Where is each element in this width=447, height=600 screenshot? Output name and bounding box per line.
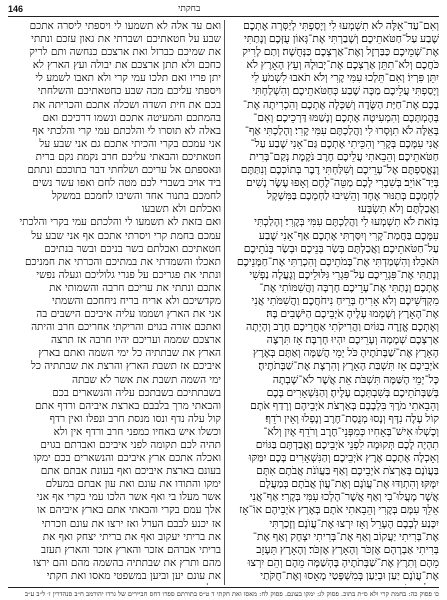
left-column-line: תהיה לכם תקומה לפני איביכם ואבדתם בגוים (40, 439, 221, 451)
left-column-line: ארצכם שממה ועריכם יהיו חרבה אז תרצה (50, 334, 221, 347)
left-column-line: את שמיכם כברזל ואת ארצכם כנחשה ותם לריק (29, 46, 221, 59)
right-column-line: חַטֹּאתֵיכֶם׃ וְהֵבֵאתִי עֲלֵיכֶם חֶרֶב נֹקֶמֶת נְקַם־בְּרִית (249, 150, 439, 163)
left-column-line: ואם עד אלה לא תשמעו לי ויספתי ליסרה אתכם (29, 20, 221, 32)
left-column-line: ואתכם אזרה בגוים והריקתי אחריכם חרב והיתה (31, 321, 221, 334)
right-column-line: אֲשֶׁר מָעֲלוּ־בִי וְאַף אֲשֶׁר־הָלְכוּ עִמִּי בְּקֶרִי׃ אַף־אֲנִי (249, 491, 439, 504)
right-column-line: וְאָכְלָה אֶתְכֶם אֶרֶץ אֹיְבֵיכֶם׃ וְהַנִּשְׁאָרִים בָּכֶם יִמַּקּוּ (248, 452, 439, 465)
left-column-line: כחכם ולא תתן ארצכם את יבולה ועץ הארץ לא (32, 59, 221, 72)
left-column-line: אלך עמם בקרי והבאתי אתם בארץ איביהם או (36, 504, 221, 517)
left-column-line: בכם את חית השדה ושכלה אתכם והכריתה את (32, 98, 221, 111)
right-column-line: בְּרִיתִי אַבְרָהָם אֶזְכֹּר וְהָאָרֶץ אֶזְכֹּר׃ וְהָאָרֶץ תֵּעָזֵב (256, 543, 439, 556)
left-column-line: ואם בזאת לא תשמעו לי והלכתם עמי בקרי והלכתי (19, 216, 221, 229)
right-column-line: אֶת־שְׁמֵיכֶם כַּבַּרְזֶל וְאֶת־אַרְצְכֶם כַּנְּחֻשָׁה׃ וְתַם לָרִיק (242, 46, 439, 59)
left-column-line: ביד אויב בשברי לכם מטה לחם ואפו עשר נשים (32, 177, 221, 190)
right-column-line: לַחְמְכֶם בְּתַנּוּר אֶחָד וְהֵשִׁיבוּ לַחְמְכֶם בַּמִּשְׁקָל (266, 190, 439, 203)
left-column-line: וכשלו איש באחיו כמפני חרב ורדף אין ולא (53, 425, 221, 438)
left-column-line: יתן פריו ואם תלכו עמי קרי ולא תאבו לשמע לי (35, 72, 221, 85)
left-column-line: איביכם אז תשבת הארץ והרצת את שבתתיה כל (30, 360, 221, 373)
left-column-line: ונתתי את פגריכם על פגרי גלוליכם וגעלה נפשי (36, 268, 221, 281)
right-column-line: תֹּאכֵלוּ׃ וְהִשְׁמַדְתִּי אֶת־בָּמֹתֵיכֶם וְהִכְרַתִּי אֶת־חַמָּנֵיכֶם (236, 255, 439, 268)
left-column-line: והבאתי מרך בלבבם בארצת איביהם ורדף אתם (35, 399, 221, 412)
right-column-line: וְנֶאֱסַפְתֶּם אֶל־עָרֵיכֶם וְשִׁלַּחְתִּי דֶבֶר בְּתוֹכְכֶם וְנִתַּתֶּם (240, 164, 439, 177)
right-column-line: עַל־חַטֹּאתֵיכֶם׃ וַאֲכַלְתֶּם בְּשַׂר בְּנֵיכֶם וּבְשַׂר בְּנֹתֵיכֶם (243, 242, 439, 255)
left-column-line: הארץ את שבתתיה כל ימי השמה ואתם בארץ (38, 347, 221, 360)
left-column-line: אני עמכם בקרי והכיתי אתכם גם אני שבע על (39, 137, 221, 150)
left-column-line: קול עלה נדף ונסו מנסת חרב ונפלו ואין רדף (49, 412, 221, 425)
right-column-line: עִמָּכֶם בַּחֲמַת־קֶרִי וְיִסַּרְתִּי אֶתְכֶם אַף־אָנִי שֶׁבַע (258, 229, 439, 242)
right-column-line: אַרְצְכֶם שְׁמָמָה וְעָרֵיכֶם יִהְיוּ חָרְבָּה׃ אָז תִּרְצֶה (266, 334, 439, 347)
left-column-line: את בריתי יעקוב ואף את בריתי יצחק ואף את (42, 530, 221, 543)
right-column-line: וְאִם־עַד־אֵלֶּה לֹא תִשְׁמְעוּ לִי וְיָסַפְתִּי לְיַסְּרָה אֶתְכֶם (243, 20, 439, 32)
right-column-line: בַּעֲוֺנָם בְּאַרְצֹת אֹיְבֵיכֶם וְאַף בַּעֲוֺנֹת אֲבֹתָם אִתָּם (256, 465, 439, 478)
left-column-line: בשבתתיכם בשבתכם עליה והנשארים בכם (52, 386, 221, 399)
book-title: בחקתי (178, 4, 201, 14)
right-column-line: מֵהֶם וְתִרֶץ אֶת־שַׁבְּתֹתֶיהָ בָּהְשַׁמָּה מֵהֶם וְהֵם יִרְצוּ (247, 556, 439, 569)
left-column-line: אני את הארץ ושממו עליה איביכם הישבים בה (36, 308, 221, 321)
right-column-line: בְּזֹאת לֹא תִשְׁמְעוּ לִי וַהֲלַכְתֶּם עִמִּי בְּקֶרִי׃ וְהָלַכְתִּי (254, 216, 439, 229)
left-column-line: חטאתיכם והבאתי עליכם חרב נקמת נקם ברית (35, 150, 221, 163)
left-column-line: באלה לא תוסרו לי והלכתם עמי קרי והלכתי אף (32, 124, 221, 137)
left-column-line: בריתי אברהם אזכר והארץ אזכר והארץ תעזב (40, 543, 221, 556)
right-column-line: וְיָסַפְתִּי עֲלֵיכֶם מַכָּה שֶׁבַע כְּחַטֹּאתֵיכֶם׃ וְהִשְׁלַחְתִּי (252, 85, 439, 98)
right-column-vocalized-text (229, 20, 439, 585)
left-column-line: מקדשיכם ולא אריח בריח ניחחכם והשמתי (51, 294, 221, 307)
right-column-line: תִהְיֶה לָכֶם תְּקוּמָה לִפְנֵי אֹיְבֵיכֶם׃ וַאֲבַדְתֶּם בַּגּוֹיִם (255, 439, 439, 451)
column-divider (224, 20, 225, 585)
left-column-line: אז יכנע לבבם הערל ואז ירצו את עונם וזכרתי (41, 517, 221, 530)
right-column-line: וַאֲכַלְתֶּם וְלֹא תִשְׂבָּעוּ׃ (358, 203, 439, 216)
right-column-line: יִתֵּן פִּרְיוֹ׃ וְאִם־תֵּלְכוּ עִמִּי קֶרִי וְלֹא תֹאבוּ לִשְׁמֹעַ לִי (251, 72, 439, 85)
left-column-line: אתכם ונתתי את עריכם חרבה והשמותי את (49, 281, 221, 294)
left-column-line: מהם ותרץ את שבתתיה בהשמה מהם והם ירצו (33, 556, 221, 569)
left-column-line: לחמכם בתנור אחד והשיבו לחמכם במשקל (51, 190, 221, 203)
left-column-line: שבע על חטאתיכם ושברתי את גאון עזכם ונתתי (31, 33, 221, 46)
right-column-line (229, 583, 439, 585)
page-header (8, 2, 439, 17)
right-column-line: אֹיְבֵיכֶם אָז תִּשְׁבַּת הָאָרֶץ וְהִרְצָת אֶת־שַׁבְּתֹתֶיהָ׃ (258, 360, 439, 373)
page-footnotes: כו פסוק כה: בחמת קרי ולא ס״ת בתוכ. פסוק לג: ימקו בעונם. פסוק לח: מאסו ואת חקתי ד ט״ס בתורתם ספרו דחס חביירים של גרדו יהורמב ח״ב סנהדרין ז׳ ל״ב ע״ב (8, 587, 439, 600)
right-column-line: וְכָשְׁלוּ אִישׁ־בְּאָחִיו כְּמִפְּנֵי־חֶרֶב וְרֹדֵף אָיִן וְלֹא־ (263, 425, 439, 438)
right-column-line: בְּאֵלֶּה לֹא תִוָּסְרוּ לִי וַהֲלַכְתֶּם עִמִּי קֶרִי׃ וְהָלַכְתִּי אַף־ (244, 124, 439, 137)
right-column-line: בָכֶם אֶת־חַיַּת הַשָּׂדֶה וְשִׁכְּלָה אֶתְכֶם וְהִכְרִיתָה אֶת־ (242, 98, 439, 111)
left-column-scribal-text (8, 20, 221, 585)
right-column-line: כֹּחֲכֶם וְלֹא־תִתֵּן אַרְצְכֶם אֶת־יְבוּלָהּ וְעֵץ הָאָרֶץ לֹא (246, 59, 439, 72)
right-column-line: יִכָּנַע לְבָבָם הֶעָרֵל וְאָז יִרְצוּ אֶת־עֲוֺנָם׃ וְזָכַרְתִּי (269, 517, 439, 530)
right-column-line: שֶׁבַע עַל־חַטֹּאתֵיכֶם׃ וְשָׁבַרְתִּי אֶת־גְּאוֹן עֻזְּכֶם וְנָתַתִּי (243, 33, 439, 46)
right-column-line: וְאֶתְכֶם אֱזָרֶה בַגּוֹיִם וַהֲרִיקֹתִי אַחֲרֵיכֶם חָרֶב וְהָיְתָה (246, 321, 439, 334)
right-column-line: וְנָתַתִּי אֶת־פִּגְרֵיכֶם עַל־פִּגְרֵי גִּלּוּלֵיכֶם וְגָעֲלָה נַפְשִׁי (249, 268, 439, 281)
left-column-line: ואכלתם ולא תשבעו (141, 203, 221, 216)
right-column-line: אֶת־בְּרִיתִי יַעֲקוֹב וְאַף אֶת־בְּרִיתִי יִצְחָק וְאַף אֶת־ (252, 530, 439, 543)
left-column-line (8, 583, 221, 585)
left-column-line: ויספתי עליכם מכה שבע כחטאתיכם והשלחתי (37, 85, 221, 98)
page-number: 146 (8, 4, 24, 14)
right-column-line: אֶת־עֲוֺנָם יַעַן וּבְיַעַן בְּמִשְׁפָּטַי מָאָסוּ וְאֶת־חֻקֹּתַי (260, 569, 439, 582)
right-column-line: בְּיַד־אוֹיֵב׃ בְּשִׁבְרִי לָכֶם מַטֵּה־לֶחֶם וְאָפוּ עֶשֶׂר נָשִׁים (246, 177, 439, 190)
left-column-line: אשר מעלו בי ואף אשר הלכו עמי בקרי אף אני (36, 491, 221, 504)
left-column-line: עמכם בחמת קרי ויסרתי אתכם אף אני שבע על (31, 229, 221, 242)
right-column-line: אֲנִי עִמָּכֶם בְּקֶרִי וְהִכֵּיתִי אֶתְכֶם גַּם־אָנִי שֶׁבַע עַל־ (250, 137, 439, 150)
right-column-line: וְהֵבֵאתִי מֹרֶךְ בִּלְבָבָם בְּאַרְצֹת אֹיְבֵיהֶם וְרָדַף אֹתָם (250, 399, 439, 412)
right-column-line: אֵלֵךְ עִמָּם בְּקֶרִי וְהֵבֵאתִי אֹתָם בְּאֶרֶץ אֹיְבֵיהֶם אוֹ־אָז (239, 504, 439, 517)
right-column-line: כָּל־יְמֵי הָשַּׁמָּה תִּשְׁבֹּת אֵת אֲשֶׁר לֹא־שָׁבְתָה (272, 373, 439, 386)
left-column-line: ימי השמה תשבת את אשר לא שבתה (72, 373, 221, 386)
right-column-line: אֶתְכֶם׃ וְנָתַתִּי אֶת־עָרֵיכֶם חָרְבָּה וַהֲשִׁמּוֹתִי אֶת־ (259, 281, 439, 294)
right-column-line: יִמָּקּוּ׃ וְהִתְוַדּוּ אֶת־עֲוֺנָם וְאֶת־עֲוֺן אֲבֹתָם בְּמַעֲלָם (259, 478, 439, 491)
left-column-line: תאכלו והשמדתי את במתיכם והכרתי את חמניכם (25, 255, 221, 268)
left-column-line: ימקו והתודו את עונם ואת עון אבתם במעלם (45, 478, 221, 491)
left-column-line: בעונם בארצת איביכם ואף בעונת אבתם אתם (40, 465, 221, 478)
left-column-line: ואכלה אתכם ארץ איביכם והנשארים בכם ימקו (33, 452, 221, 465)
left-column-line: בהמתכם והמעיטה אתכם ונשמו דרכיכם ואם (42, 111, 221, 124)
right-column-line: בְּהֶמְתְּכֶם וְהִמְעִיטָה אֶתְכֶם וְנָשַׁמּוּ דַּרְכֵיכֶם׃ וְאִם־ (253, 111, 439, 124)
left-column-line: את עונם יען וביען במשפטי מאסו ואת חקתי (46, 569, 221, 582)
right-column-line: הָאָרֶץ אֶת־שַׁבְּתֹתֶיהָ כֹּל יְמֵי הֳשַׁמָּה וְאַתֶּם בְּאֶרֶץ (252, 347, 439, 360)
right-column-line: מִקְדְּשֵׁיכֶם וְלֹא אָרִיחַ בְּרֵיחַ נִיחֹחֲכֶם׃ וַהֲשִׁמֹּתִי אֲנִי (251, 294, 439, 307)
right-column-line: קוֹל עָלֶה נִדָּף וְנָסוּ מְנֻסַת־חֶרֶב וְנָפְלוּ וְאֵין רֹדֵף׃ (265, 412, 439, 425)
left-column-line: ונאספתם אל עריכם ושלחתי דבר בתוככם ונתתם (27, 164, 221, 177)
right-column-line: בְּשַׁבְּתֹתֵיכֶם בְּשִׁבְתְּכֶם עָלֶיהָ׃ וְהַנִּשְׁאָרִים בָּכֶם (266, 386, 439, 399)
left-column-line: חטאתיכם ואכלתם בשר בניכם ובשר בנתיכם (44, 242, 221, 255)
right-column-line: אֶת־הָאָרֶץ וְשָׁמְמוּ עָלֶיהָ אֹיְבֵיכֶם הַיֹּשְׁבִים בָּהּ׃ (266, 308, 439, 321)
